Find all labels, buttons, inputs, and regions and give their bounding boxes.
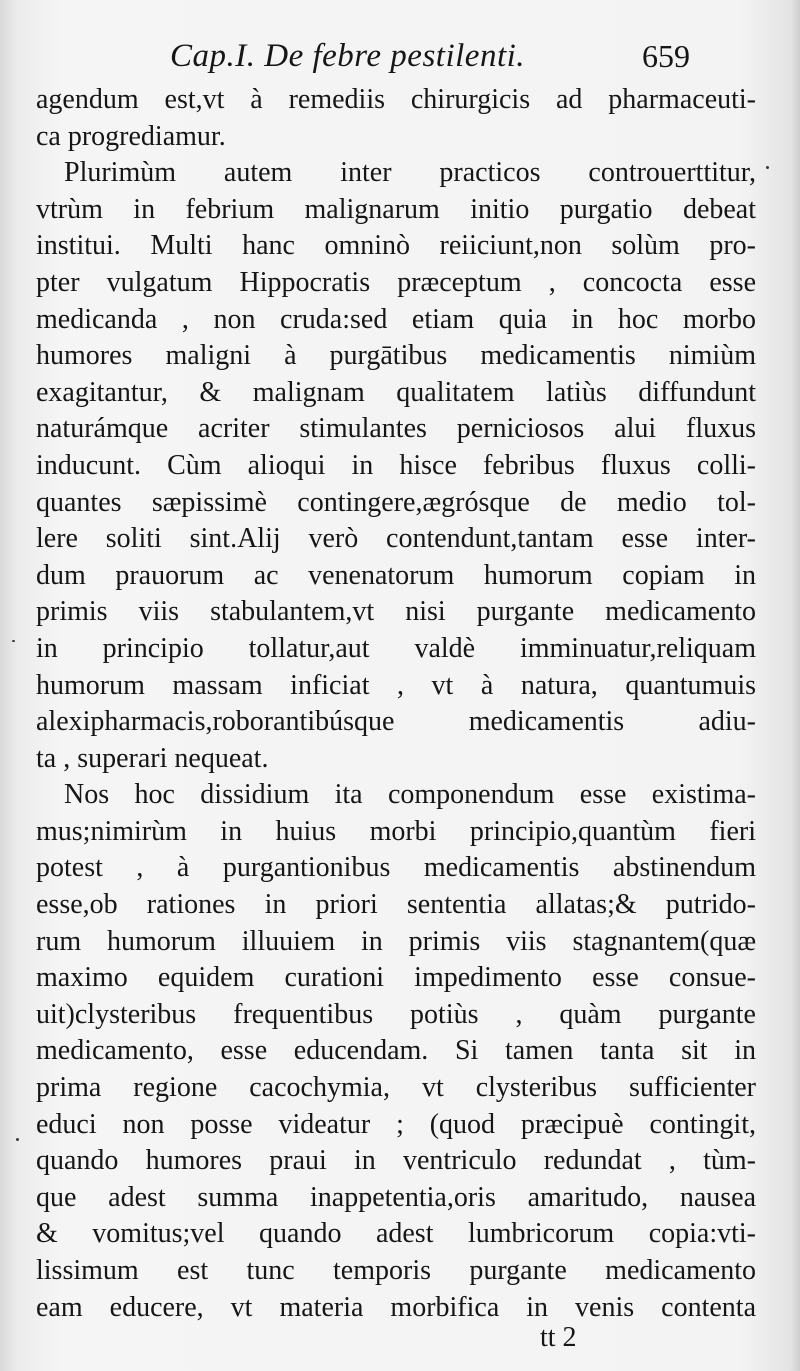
text-line: educi non posse videatur ; (quod præcipuè contingit,	[36, 1108, 756, 1140]
signature-mark: tt 2	[540, 1322, 577, 1353]
paragraph-start-line: Plurimùm autem inter practicos controuerttitur,	[64, 157, 756, 189]
text-line: institui. Multi hanc omninò reiiciunt,non solùm pro-	[36, 230, 756, 262]
page-number: 659	[642, 38, 690, 74]
text-line: lissimum est tunc temporis purgante medicamento	[36, 1255, 756, 1286]
text-line: prima regione cacochymia, vt clysteribus sufficienter	[36, 1072, 756, 1104]
paragraph-start-line: Nos hoc dissidium ita componendum esse existima-	[64, 779, 756, 811]
text-line: humorum massam inficiat , vt à natura, quantumuis	[36, 669, 756, 701]
text-line: ta , superari nequeat.	[36, 742, 269, 774]
text-line: exagitantur, & malignam qualitatem latiùs diffundunt	[36, 376, 756, 408]
ink-speck	[766, 166, 769, 169]
text-line: & vomitus;vel quando adest lumbricorum copia:vti-	[36, 1218, 756, 1250]
text-line: quantes sæpissimè contingere,ægrósque de medio tol-	[36, 486, 756, 518]
text-line: lere soliti sint.Alij verò contendunt,tantam esse inter-	[36, 523, 756, 555]
text-line: humores maligni à purgātibus medicamentis nimiùm	[36, 340, 756, 372]
text-line: quando humores praui in ventriculo redundat , tùm-	[36, 1145, 756, 1177]
text-line: naturámque acriter stimulantes perniciosos alui fluxus	[36, 413, 756, 445]
ink-speck	[16, 1138, 19, 1141]
text-line: inducunt. Cùm alioqui in hisce febribus fluxus colli-	[36, 449, 756, 481]
text-line: dum prauorum ac venenatorum humorum copiam in	[36, 559, 756, 591]
text-line: que adest summa inappetentia,oris amaritudo, nausea	[36, 1181, 756, 1213]
text-line: vtrùm in febrium malignarum initio purgatio debeat	[36, 193, 756, 225]
body-text	[36, 82, 756, 1326]
page-header	[170, 38, 690, 84]
text-line: medicanda , non cruda:sed etiam quia in hoc morbo	[36, 303, 756, 335]
ink-speck	[12, 640, 15, 642]
text-line: ca progrediamur.	[36, 120, 226, 152]
running-title: Cap.I. De febre pestilenti.	[170, 38, 526, 74]
text-line: potest , à purgantionibus medicamentis abstinendum	[36, 852, 756, 884]
text-line: rum humorum illuuiem in primis viis stagnantem(quæ	[36, 925, 756, 957]
text-line: medicamento, esse educendam. Si tamen tanta sit in	[36, 1035, 756, 1067]
text-line: mus;nimirùm in huius morbi principio,quantùm fieri	[36, 815, 756, 847]
text-line: uit)clysteribus frequentibus potiùs , quàm purgante	[36, 998, 756, 1030]
text-line: maximo equidem curationi impedimento esse consue-	[36, 962, 756, 994]
text-line: alexipharmacis,roborantibúsque medicamentis adiu-	[36, 706, 756, 738]
text-line: pter vulgatum Hippocratis præceptum , concocta esse	[36, 266, 756, 298]
text-line: agendum est,vt à remediis chirurgicis ad pharmaceuti-	[36, 84, 756, 115]
text-line: in principio tollatur,aut valdè imminuatur,reliquam	[36, 632, 756, 664]
text-line: eam educere, vt materia morbifica in venis contenta	[36, 1291, 756, 1323]
text-line: primis viis stabulantem,vt nisi purgante medicamento	[36, 596, 756, 628]
text-line: esse,ob rationes in priori sententia allatas;& putrido-	[36, 889, 756, 921]
